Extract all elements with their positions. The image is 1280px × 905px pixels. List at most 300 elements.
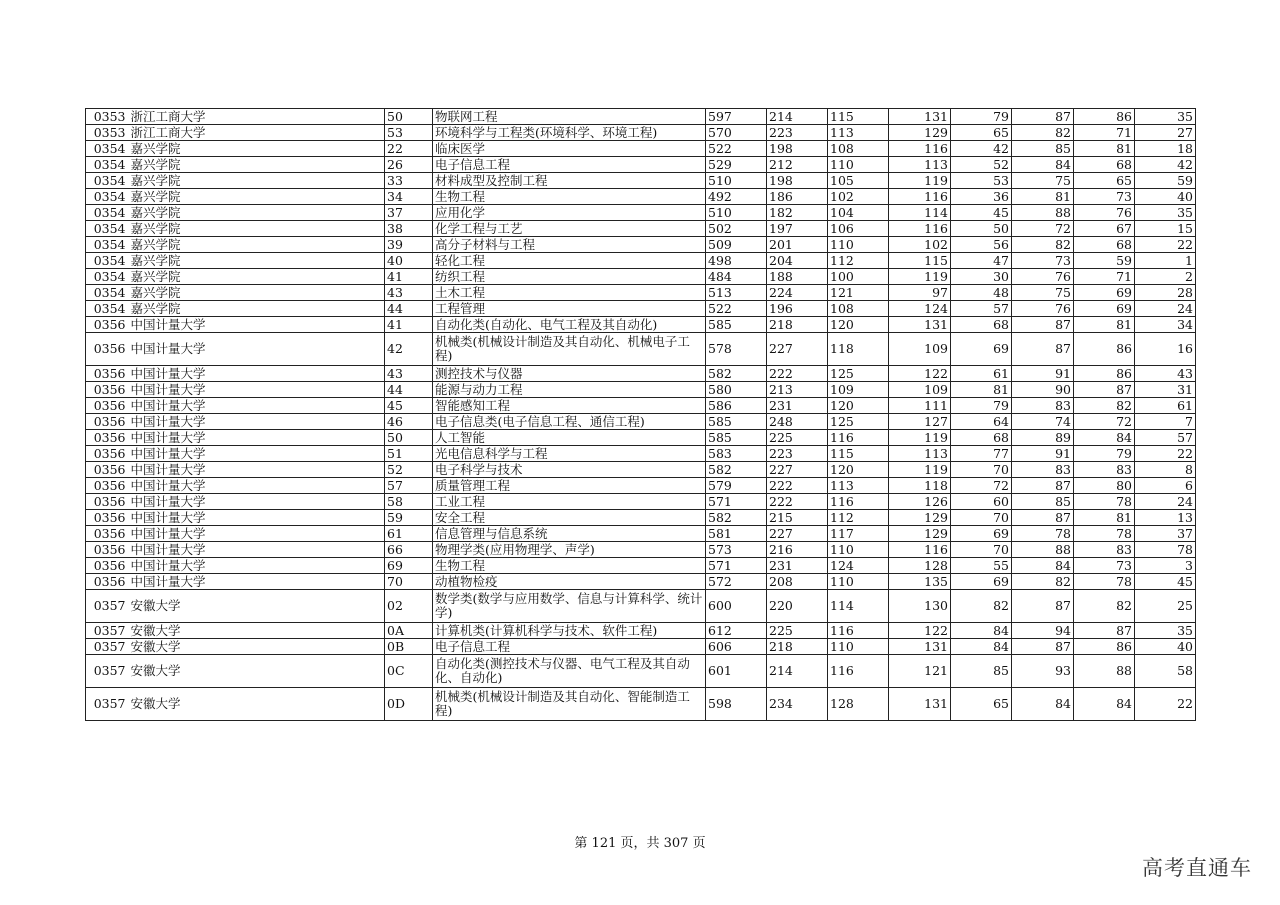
- rank-cell: 40: [1135, 189, 1196, 205]
- school-code-cell: 0353: [86, 109, 128, 125]
- major-name-cell: 材料成型及控制工程: [433, 173, 706, 189]
- major-name-cell: 生物工程: [433, 558, 706, 574]
- score-e-cell: 76: [1012, 301, 1074, 317]
- score-a-cell: 214: [767, 655, 828, 688]
- school-name-cell: 嘉兴学院: [128, 221, 385, 237]
- score-f-cell: 83: [1074, 462, 1135, 478]
- score-e-cell: 83: [1012, 462, 1074, 478]
- score-b-cell: 110: [828, 237, 889, 253]
- rank-cell: 43: [1135, 366, 1196, 382]
- school-name-cell: 嘉兴学院: [128, 269, 385, 285]
- major-code-cell: 42: [385, 333, 433, 366]
- score-d-cell: 60: [951, 494, 1012, 510]
- rank-cell: 1: [1135, 253, 1196, 269]
- school-name-cell: 中国计量大学: [128, 478, 385, 494]
- score-d-cell: 47: [951, 253, 1012, 269]
- score-b-cell: 112: [828, 253, 889, 269]
- score-c-cell: 113: [889, 446, 951, 462]
- total-score-cell: 612: [706, 623, 767, 639]
- table-row: [86, 189, 1196, 205]
- score-b-cell: 121: [828, 285, 889, 301]
- major-name-cell: 光电信息科学与工程: [433, 446, 706, 462]
- school-name-cell: 中国计量大学: [128, 446, 385, 462]
- score-a-cell: 224: [767, 285, 828, 301]
- score-f-cell: 71: [1074, 269, 1135, 285]
- major-name-cell: 电子信息工程: [433, 157, 706, 173]
- rank-cell: 31: [1135, 382, 1196, 398]
- total-score-cell: 581: [706, 526, 767, 542]
- major-code-cell: 40: [385, 253, 433, 269]
- rank-cell: 35: [1135, 109, 1196, 125]
- score-a-cell: 204: [767, 253, 828, 269]
- score-d-cell: 36: [951, 189, 1012, 205]
- major-name-cell: 信息管理与信息系统: [433, 526, 706, 542]
- score-d-cell: 70: [951, 510, 1012, 526]
- score-c-cell: 115: [889, 253, 951, 269]
- score-e-cell: 90: [1012, 382, 1074, 398]
- score-d-cell: 79: [951, 109, 1012, 125]
- score-d-cell: 56: [951, 237, 1012, 253]
- major-code-cell: 46: [385, 414, 433, 430]
- school-code-cell: 0356: [86, 398, 128, 414]
- page-footer: 第 121 页，共 307 页: [574, 836, 706, 851]
- school-code-cell: 0354: [86, 285, 128, 301]
- score-f-cell: 88: [1074, 655, 1135, 688]
- total-score-cell: 580: [706, 382, 767, 398]
- total-score-cell: 529: [706, 157, 767, 173]
- major-name-cell: 工业工程: [433, 494, 706, 510]
- table-body: [86, 109, 1196, 721]
- major-name-cell: 高分子材料与工程: [433, 237, 706, 253]
- rank-cell: 45: [1135, 574, 1196, 590]
- score-d-cell: 81: [951, 382, 1012, 398]
- major-code-cell: 02: [385, 590, 433, 623]
- school-code-cell: 0356: [86, 542, 128, 558]
- score-c-cell: 126: [889, 494, 951, 510]
- table-row: [86, 317, 1196, 333]
- score-d-cell: 69: [951, 333, 1012, 366]
- score-b-cell: 116: [828, 430, 889, 446]
- table-row: [86, 301, 1196, 317]
- score-c-cell: 119: [889, 269, 951, 285]
- school-code-cell: 0356: [86, 510, 128, 526]
- major-name-cell: 轻化工程: [433, 253, 706, 269]
- score-c-cell: 114: [889, 205, 951, 221]
- school-code-cell: 0356: [86, 382, 128, 398]
- score-f-cell: 80: [1074, 478, 1135, 494]
- school-code-cell: 0356: [86, 526, 128, 542]
- score-b-cell: 117: [828, 526, 889, 542]
- score-e-cell: 84: [1012, 157, 1074, 173]
- rank-cell: 15: [1135, 221, 1196, 237]
- total-score-cell: 513: [706, 285, 767, 301]
- score-b-cell: 100: [828, 269, 889, 285]
- score-a-cell: 213: [767, 382, 828, 398]
- rank-cell: 27: [1135, 125, 1196, 141]
- score-c-cell: 116: [889, 542, 951, 558]
- school-code-cell: 0357: [86, 688, 128, 721]
- school-name-cell: 安徽大学: [128, 639, 385, 655]
- total-score-cell: 571: [706, 494, 767, 510]
- score-c-cell: 109: [889, 333, 951, 366]
- rank-cell: 24: [1135, 301, 1196, 317]
- score-a-cell: 227: [767, 526, 828, 542]
- major-code-cell: 53: [385, 125, 433, 141]
- total-score-cell: 585: [706, 414, 767, 430]
- score-d-cell: 52: [951, 157, 1012, 173]
- school-name-cell: 安徽大学: [128, 688, 385, 721]
- school-code-cell: 0356: [86, 333, 128, 366]
- score-d-cell: 48: [951, 285, 1012, 301]
- major-code-cell: 39: [385, 237, 433, 253]
- major-code-cell: 41: [385, 317, 433, 333]
- major-code-cell: 43: [385, 285, 433, 301]
- score-d-cell: 69: [951, 574, 1012, 590]
- school-code-cell: 0357: [86, 623, 128, 639]
- score-a-cell: 223: [767, 125, 828, 141]
- rank-cell: 22: [1135, 446, 1196, 462]
- major-code-cell: 0B: [385, 639, 433, 655]
- score-b-cell: 110: [828, 574, 889, 590]
- total-score-cell: 585: [706, 430, 767, 446]
- total-score-cell: 572: [706, 574, 767, 590]
- table-row: [86, 623, 1196, 639]
- total-score-cell: 522: [706, 301, 767, 317]
- rank-cell: 61: [1135, 398, 1196, 414]
- score-b-cell: 120: [828, 398, 889, 414]
- score-f-cell: 86: [1074, 366, 1135, 382]
- score-f-cell: 87: [1074, 382, 1135, 398]
- score-c-cell: 131: [889, 109, 951, 125]
- score-d-cell: 82: [951, 590, 1012, 623]
- score-a-cell: 248: [767, 414, 828, 430]
- score-b-cell: 125: [828, 414, 889, 430]
- score-a-cell: 197: [767, 221, 828, 237]
- table-row: [86, 125, 1196, 141]
- score-f-cell: 65: [1074, 173, 1135, 189]
- score-c-cell: 119: [889, 462, 951, 478]
- score-f-cell: 68: [1074, 157, 1135, 173]
- score-e-cell: 85: [1012, 141, 1074, 157]
- school-name-cell: 中国计量大学: [128, 333, 385, 366]
- score-d-cell: 79: [951, 398, 1012, 414]
- major-code-cell: 50: [385, 430, 433, 446]
- major-code-cell: 34: [385, 189, 433, 205]
- score-e-cell: 88: [1012, 542, 1074, 558]
- total-score-cell: 498: [706, 253, 767, 269]
- major-name-cell: 环境科学与工程类(环境科学、环境工程): [433, 125, 706, 141]
- score-b-cell: 108: [828, 141, 889, 157]
- score-f-cell: 82: [1074, 590, 1135, 623]
- total-score-cell: 509: [706, 237, 767, 253]
- rank-cell: 22: [1135, 237, 1196, 253]
- score-e-cell: 82: [1012, 574, 1074, 590]
- school-name-cell: 中国计量大学: [128, 494, 385, 510]
- score-c-cell: 129: [889, 526, 951, 542]
- major-name-cell: 土木工程: [433, 285, 706, 301]
- major-code-cell: 57: [385, 478, 433, 494]
- table-row: [86, 526, 1196, 542]
- major-code-cell: 44: [385, 301, 433, 317]
- score-d-cell: 70: [951, 542, 1012, 558]
- major-name-cell: 工程管理: [433, 301, 706, 317]
- score-f-cell: 81: [1074, 317, 1135, 333]
- score-f-cell: 81: [1074, 141, 1135, 157]
- table-row: [86, 639, 1196, 655]
- score-a-cell: 196: [767, 301, 828, 317]
- score-f-cell: 73: [1074, 189, 1135, 205]
- score-d-cell: 84: [951, 623, 1012, 639]
- total-score-cell: 578: [706, 333, 767, 366]
- score-c-cell: 135: [889, 574, 951, 590]
- major-code-cell: 43: [385, 366, 433, 382]
- table-row: [86, 542, 1196, 558]
- school-name-cell: 嘉兴学院: [128, 205, 385, 221]
- score-a-cell: 227: [767, 462, 828, 478]
- major-name-cell: 电子信息类(电子信息工程、通信工程): [433, 414, 706, 430]
- school-code-cell: 0354: [86, 157, 128, 173]
- total-score-cell: 502: [706, 221, 767, 237]
- school-name-cell: 嘉兴学院: [128, 157, 385, 173]
- score-b-cell: 104: [828, 205, 889, 221]
- score-e-cell: 82: [1012, 237, 1074, 253]
- score-b-cell: 112: [828, 510, 889, 526]
- major-code-cell: 58: [385, 494, 433, 510]
- major-name-cell: 物联网工程: [433, 109, 706, 125]
- score-e-cell: 87: [1012, 317, 1074, 333]
- score-a-cell: 223: [767, 446, 828, 462]
- score-c-cell: 121: [889, 655, 951, 688]
- school-code-cell: 0357: [86, 655, 128, 688]
- major-code-cell: 59: [385, 510, 433, 526]
- score-a-cell: 208: [767, 574, 828, 590]
- score-d-cell: 85: [951, 655, 1012, 688]
- score-a-cell: 218: [767, 639, 828, 655]
- rank-cell: 13: [1135, 510, 1196, 526]
- score-c-cell: 116: [889, 141, 951, 157]
- score-d-cell: 68: [951, 430, 1012, 446]
- rank-cell: 42: [1135, 157, 1196, 173]
- score-a-cell: 215: [767, 510, 828, 526]
- score-c-cell: 97: [889, 285, 951, 301]
- school-code-cell: 0354: [86, 237, 128, 253]
- school-name-cell: 中国计量大学: [128, 414, 385, 430]
- score-b-cell: 118: [828, 333, 889, 366]
- score-d-cell: 55: [951, 558, 1012, 574]
- school-name-cell: 中国计量大学: [128, 317, 385, 333]
- score-a-cell: 182: [767, 205, 828, 221]
- score-b-cell: 116: [828, 655, 889, 688]
- score-e-cell: 78: [1012, 526, 1074, 542]
- rank-cell: 78: [1135, 542, 1196, 558]
- score-e-cell: 87: [1012, 333, 1074, 366]
- major-name-cell: 临床医学: [433, 141, 706, 157]
- major-name-cell: 化学工程与工艺: [433, 221, 706, 237]
- score-b-cell: 109: [828, 382, 889, 398]
- major-code-cell: 66: [385, 542, 433, 558]
- major-name-cell: 测控技术与仪器: [433, 366, 706, 382]
- school-code-cell: 0354: [86, 141, 128, 157]
- score-a-cell: 234: [767, 688, 828, 721]
- rank-cell: 7: [1135, 414, 1196, 430]
- major-code-cell: 69: [385, 558, 433, 574]
- score-c-cell: 119: [889, 430, 951, 446]
- school-name-cell: 中国计量大学: [128, 526, 385, 542]
- score-d-cell: 30: [951, 269, 1012, 285]
- score-e-cell: 75: [1012, 285, 1074, 301]
- school-code-cell: 0356: [86, 478, 128, 494]
- score-b-cell: 115: [828, 109, 889, 125]
- score-d-cell: 65: [951, 688, 1012, 721]
- major-name-cell: 纺织工程: [433, 269, 706, 285]
- total-score-cell: 583: [706, 446, 767, 462]
- score-e-cell: 84: [1012, 688, 1074, 721]
- total-score-cell: 606: [706, 639, 767, 655]
- rank-cell: 59: [1135, 173, 1196, 189]
- major-code-cell: 45: [385, 398, 433, 414]
- table-row: [86, 205, 1196, 221]
- table-row: [86, 430, 1196, 446]
- score-f-cell: 78: [1074, 574, 1135, 590]
- school-code-cell: 0356: [86, 446, 128, 462]
- score-c-cell: 131: [889, 639, 951, 655]
- total-score-cell: 600: [706, 590, 767, 623]
- score-d-cell: 69: [951, 526, 1012, 542]
- major-name-cell: 自动化类(自动化、电气工程及其自动化): [433, 317, 706, 333]
- school-name-cell: 中国计量大学: [128, 542, 385, 558]
- score-c-cell: 130: [889, 590, 951, 623]
- school-code-cell: 0356: [86, 430, 128, 446]
- table-row: [86, 510, 1196, 526]
- score-f-cell: 79: [1074, 446, 1135, 462]
- score-c-cell: 122: [889, 366, 951, 382]
- school-code-cell: 0356: [86, 558, 128, 574]
- score-b-cell: 114: [828, 590, 889, 623]
- score-a-cell: 198: [767, 141, 828, 157]
- table-row: [86, 478, 1196, 494]
- major-name-cell: 机械类(机械设计制造及其自动化、机械电子工程): [433, 333, 706, 366]
- score-a-cell: 220: [767, 590, 828, 623]
- score-e-cell: 85: [1012, 494, 1074, 510]
- score-e-cell: 84: [1012, 558, 1074, 574]
- score-a-cell: 222: [767, 366, 828, 382]
- school-code-cell: 0354: [86, 269, 128, 285]
- major-name-cell: 智能感知工程: [433, 398, 706, 414]
- score-f-cell: 72: [1074, 414, 1135, 430]
- major-code-cell: 51: [385, 446, 433, 462]
- table-row: [86, 494, 1196, 510]
- rank-cell: 16: [1135, 333, 1196, 366]
- score-a-cell: 227: [767, 333, 828, 366]
- total-score-cell: 510: [706, 205, 767, 221]
- score-c-cell: 129: [889, 125, 951, 141]
- score-d-cell: 57: [951, 301, 1012, 317]
- score-a-cell: 218: [767, 317, 828, 333]
- table-row: [86, 558, 1196, 574]
- total-score-cell: 582: [706, 510, 767, 526]
- score-a-cell: 231: [767, 398, 828, 414]
- score-f-cell: 68: [1074, 237, 1135, 253]
- table-row: [86, 382, 1196, 398]
- table-row: [86, 333, 1196, 366]
- major-name-cell: 电子科学与技术: [433, 462, 706, 478]
- score-d-cell: 53: [951, 173, 1012, 189]
- table-row: [86, 173, 1196, 189]
- school-name-cell: 嘉兴学院: [128, 173, 385, 189]
- school-code-cell: 0356: [86, 366, 128, 382]
- score-e-cell: 94: [1012, 623, 1074, 639]
- rank-cell: 3: [1135, 558, 1196, 574]
- score-c-cell: 131: [889, 317, 951, 333]
- score-d-cell: 68: [951, 317, 1012, 333]
- school-code-cell: 0356: [86, 574, 128, 590]
- total-score-cell: 571: [706, 558, 767, 574]
- score-b-cell: 110: [828, 157, 889, 173]
- score-a-cell: 231: [767, 558, 828, 574]
- score-b-cell: 106: [828, 221, 889, 237]
- total-score-cell: 597: [706, 109, 767, 125]
- school-code-cell: 0353: [86, 125, 128, 141]
- score-c-cell: 124: [889, 301, 951, 317]
- score-b-cell: 102: [828, 189, 889, 205]
- table-row: [86, 237, 1196, 253]
- score-b-cell: 110: [828, 542, 889, 558]
- school-code-cell: 0354: [86, 253, 128, 269]
- major-code-cell: 37: [385, 205, 433, 221]
- major-code-cell: 22: [385, 141, 433, 157]
- score-b-cell: 113: [828, 478, 889, 494]
- score-b-cell: 120: [828, 462, 889, 478]
- school-name-cell: 嘉兴学院: [128, 237, 385, 253]
- major-name-cell: 物理学类(应用物理学、声学): [433, 542, 706, 558]
- major-code-cell: 0A: [385, 623, 433, 639]
- major-name-cell: 动植物检疫: [433, 574, 706, 590]
- table-row: [86, 285, 1196, 301]
- rank-cell: 40: [1135, 639, 1196, 655]
- admission-score-table: [85, 108, 1196, 721]
- score-d-cell: 84: [951, 639, 1012, 655]
- total-score-cell: 601: [706, 655, 767, 688]
- score-a-cell: 214: [767, 109, 828, 125]
- rank-cell: 35: [1135, 205, 1196, 221]
- score-b-cell: 125: [828, 366, 889, 382]
- major-name-cell: 应用化学: [433, 205, 706, 221]
- total-score-cell: 522: [706, 141, 767, 157]
- total-score-cell: 582: [706, 366, 767, 382]
- score-f-cell: 76: [1074, 205, 1135, 221]
- watermark-text: 高考直通车: [1142, 856, 1252, 880]
- school-name-cell: 嘉兴学院: [128, 189, 385, 205]
- score-c-cell: 111: [889, 398, 951, 414]
- score-a-cell: 201: [767, 237, 828, 253]
- score-a-cell: 225: [767, 623, 828, 639]
- major-name-cell: 自动化类(测控技术与仪器、电气工程及其自动化、自动化): [433, 655, 706, 688]
- table-row: [86, 253, 1196, 269]
- table-row: [86, 414, 1196, 430]
- score-f-cell: 71: [1074, 125, 1135, 141]
- score-f-cell: 83: [1074, 542, 1135, 558]
- score-d-cell: 50: [951, 221, 1012, 237]
- score-e-cell: 81: [1012, 189, 1074, 205]
- major-name-cell: 人工智能: [433, 430, 706, 446]
- school-name-cell: 中国计量大学: [128, 558, 385, 574]
- table-row: [86, 574, 1196, 590]
- score-f-cell: 86: [1074, 109, 1135, 125]
- rank-cell: 8: [1135, 462, 1196, 478]
- table-row: [86, 141, 1196, 157]
- table-row: [86, 157, 1196, 173]
- table-row: [86, 269, 1196, 285]
